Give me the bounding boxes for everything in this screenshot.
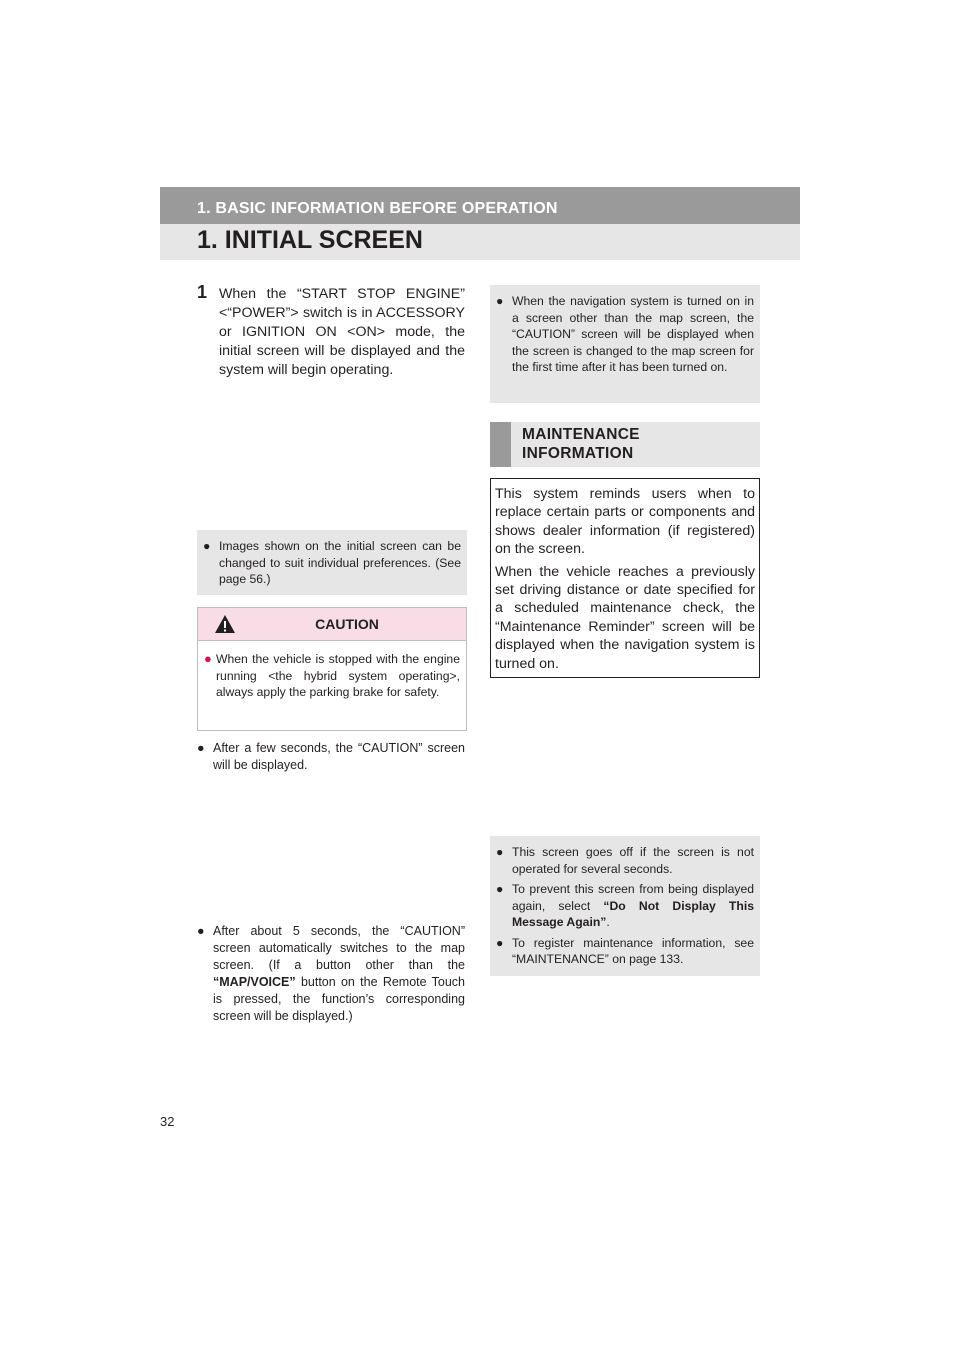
caution-box [197,607,467,731]
page-title-bar [160,224,800,260]
maintenance-paragraph-1: This system reminds users when to replace certain parts or components and shows dealer information (if registered) on the screen. [495,486,755,558]
heading-line-2: INFORMATION [522,444,634,462]
maintenance-description [490,478,760,678]
page-title: 1. INITIAL SCREEN [197,226,423,254]
bullet-icon: ● [197,924,205,938]
caution-title: CAUTION [315,616,379,632]
note-text: When the navigation system is turned on in a screen other than the map screen, the “CAUTION” screen will be displayed when the screen is changed to the map screen for the first time after it has been turned on. [512,294,754,374]
bullet-icon: ● [496,845,504,859]
bullet-icon: ● [203,539,211,553]
section-header-bar [160,187,800,224]
note-initial-images [197,530,467,595]
page-number: 32 [160,1114,175,1129]
do-not-display-label: “Do Not Display This Message Again” [512,898,754,929]
bullet-icon: ● [496,935,504,950]
note-maintenance-screen [490,836,760,976]
bullet-icon: ● [496,882,504,896]
note-item-1: This screen goes off if the screen is not operated for several seconds. [512,845,754,876]
note-text: Images shown on the initial screen can be changed to suit individual preferences. (See page 56.) [219,539,461,586]
heading-line-1: MAINTENANCE [522,426,640,443]
bullet-after-few-seconds [197,740,465,774]
step-text: When the “START STOP ENGINE” <“POWER”> switch is in ACCESSORY or IGNITION ON <ON> mode, the initial screen will be displayed and the system will begin operating. [219,286,465,378]
note-item-2-text: To prevent this screen from being displayed again, select [512,882,754,913]
bullet-text: After a few seconds, the “CAUTION” screen will be displayed. [213,741,465,772]
bullet-icon: ● [496,294,504,308]
section-title: 1. BASIC INFORMATION BEFORE OPERATION [197,200,558,217]
heading-accent-bar [490,422,511,467]
maintenance-heading [490,422,760,467]
step-number: 1 [197,282,208,302]
step-1 [197,282,465,380]
caution-text: When the vehicle is stopped with the engine running <the hybrid system operating>, always apply the parking brake for safety. [216,652,460,699]
note-item-2-end: . [606,915,610,929]
bullet-icon: ● [197,741,205,755]
map-voice-button-label: “MAP/VOICE” [213,975,296,989]
note-item-3: To register maintenance information, see “MAINTENANCE” on page 133. [512,935,754,966]
note-navigation [490,285,760,403]
maintenance-paragraph-2: When the vehicle reaches a previously set driving distance or date specified for a scheduled maintenance check, the “Maintenance Reminder” screen will be displayed when the navigation system is turned on. [495,563,755,672]
bullet-text-1: After about 5 seconds, the “CAUTION” screen automatically switches to the map screen. (If a button other than the [213,924,465,972]
caution-bullet-icon: ● [204,651,212,666]
bullet-after-five-seconds [197,923,465,1025]
caution-header [198,608,466,641]
bullet-text-2: button on the Remote Touch is pressed, the function’s corresponding screen will be displayed.) [213,975,465,1023]
